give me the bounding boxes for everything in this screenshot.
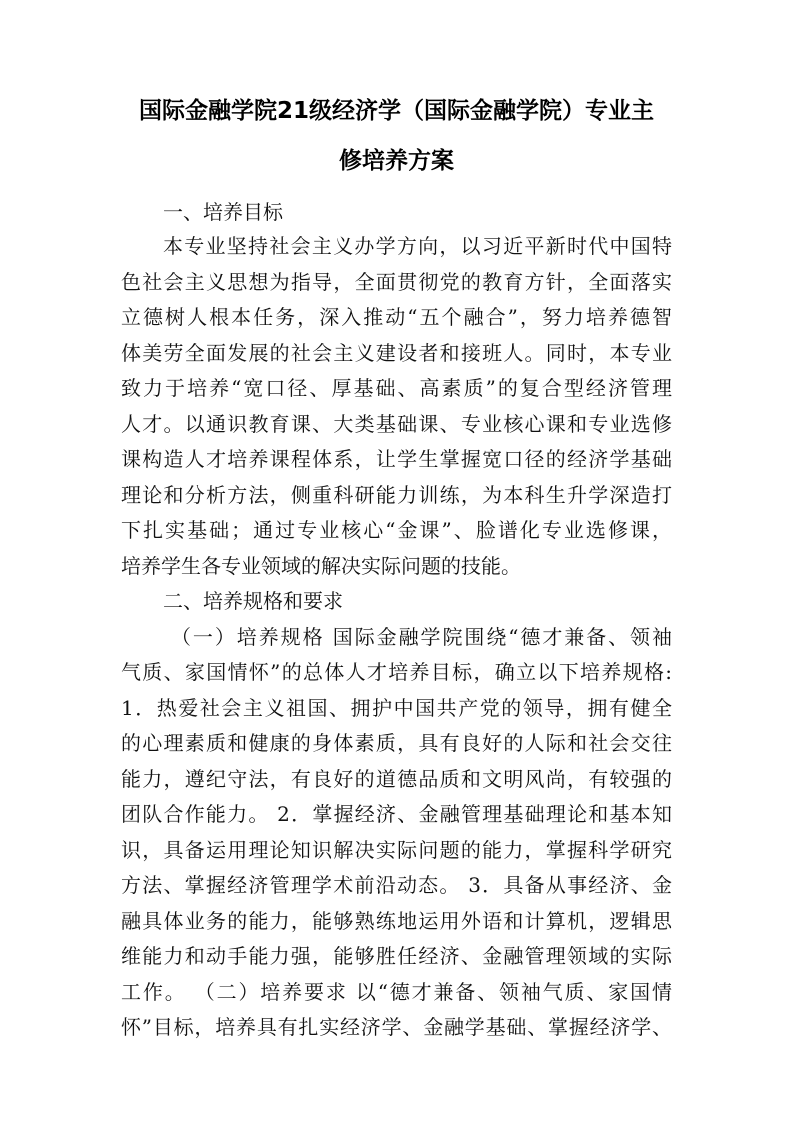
document-title-line-1: 国际金融学院21级经济学（国际金融学院）专业主 xyxy=(138,98,654,124)
paragraph-line: 怀”目标，培养具有扎实经济学、金融学基础、掌握经济学、 xyxy=(121,1015,672,1039)
paragraph-line: 1．热爱社会主义祖国、拥护中国共产党的领导，拥有健全 xyxy=(121,696,672,720)
paragraph-line: 识，具备运用理论知识解决实际问题的能力，掌握科学研究 xyxy=(121,838,672,862)
paragraph-line: 能力，遵纪守法，有良好的道德品质和文明风尚，有较强的 xyxy=(121,767,672,791)
paragraph-line: 下扎实基础；通过专业核心“金课”、脸谱化专业选修课， xyxy=(121,518,672,542)
paragraph-line: 融具体业务的能力，能够熟练地运用外语和计算机，逻辑思 xyxy=(121,909,672,933)
paragraph-line: 课构造人才培养课程体系，让学生掌握宽口径的经济学基础 xyxy=(121,447,672,471)
paragraph-line: 培养学生各专业领域的解决实际问题的技能。 xyxy=(121,554,521,578)
paragraph-line: 人才。以通识教育课、大类基础课、专业核心课和专业选修 xyxy=(121,412,672,436)
paragraph-line: 团队合作能力。 2．掌握经济、金融管理基础理论和基本知 xyxy=(121,802,672,826)
paragraph-line: 体美劳全面发展的社会主义建设者和接班人。同时，本专业 xyxy=(121,341,672,365)
paragraph-line: 立德树人根本任务，深入推动“五个融合”，努力培养德智 xyxy=(121,305,672,329)
paragraph-line: 的心理素质和健康的身体素质，具有良好的人际和社会交往 xyxy=(121,731,672,755)
paragraph-line: 工作。 （二）培养要求 以“德才兼备、领袖气质、家国情 xyxy=(121,980,672,1004)
paragraph-line: 维能力和动手能力强，能够胜任经济、金融管理领域的实际 xyxy=(121,944,672,968)
document-title-line-2: 修培养方案 xyxy=(339,148,454,174)
paragraph-line: 理论和分析方法，侧重科研能力训练，为本科生升学深造打 xyxy=(121,483,672,507)
paragraph-line: 本专业坚持社会主义办学方向，以习近平新时代中国特 xyxy=(163,234,672,258)
section-heading-spec-and-requirements: 二、培养规格和要求 xyxy=(163,589,343,613)
paragraph-line: 方法、掌握经济管理学术前沿动态。 3．具备从事经济、金 xyxy=(121,873,672,897)
paragraph-line: 致力于培养“宽口径、厚基础、高素质”的复合型经济管理 xyxy=(121,376,672,400)
paragraph-line: 气质、家国情怀”的总体人才培养目标，确立以下培养规格: xyxy=(121,660,672,684)
paragraph-line: 色社会主义思想为指导，全面贯彻党的教育方针，全面落实 xyxy=(121,270,672,294)
section-heading-training-goal: 一、培养目标 xyxy=(163,200,283,224)
paragraph-line: （一）培养规格 国际金融学院围绕“德才兼备、领袖 xyxy=(171,625,672,649)
